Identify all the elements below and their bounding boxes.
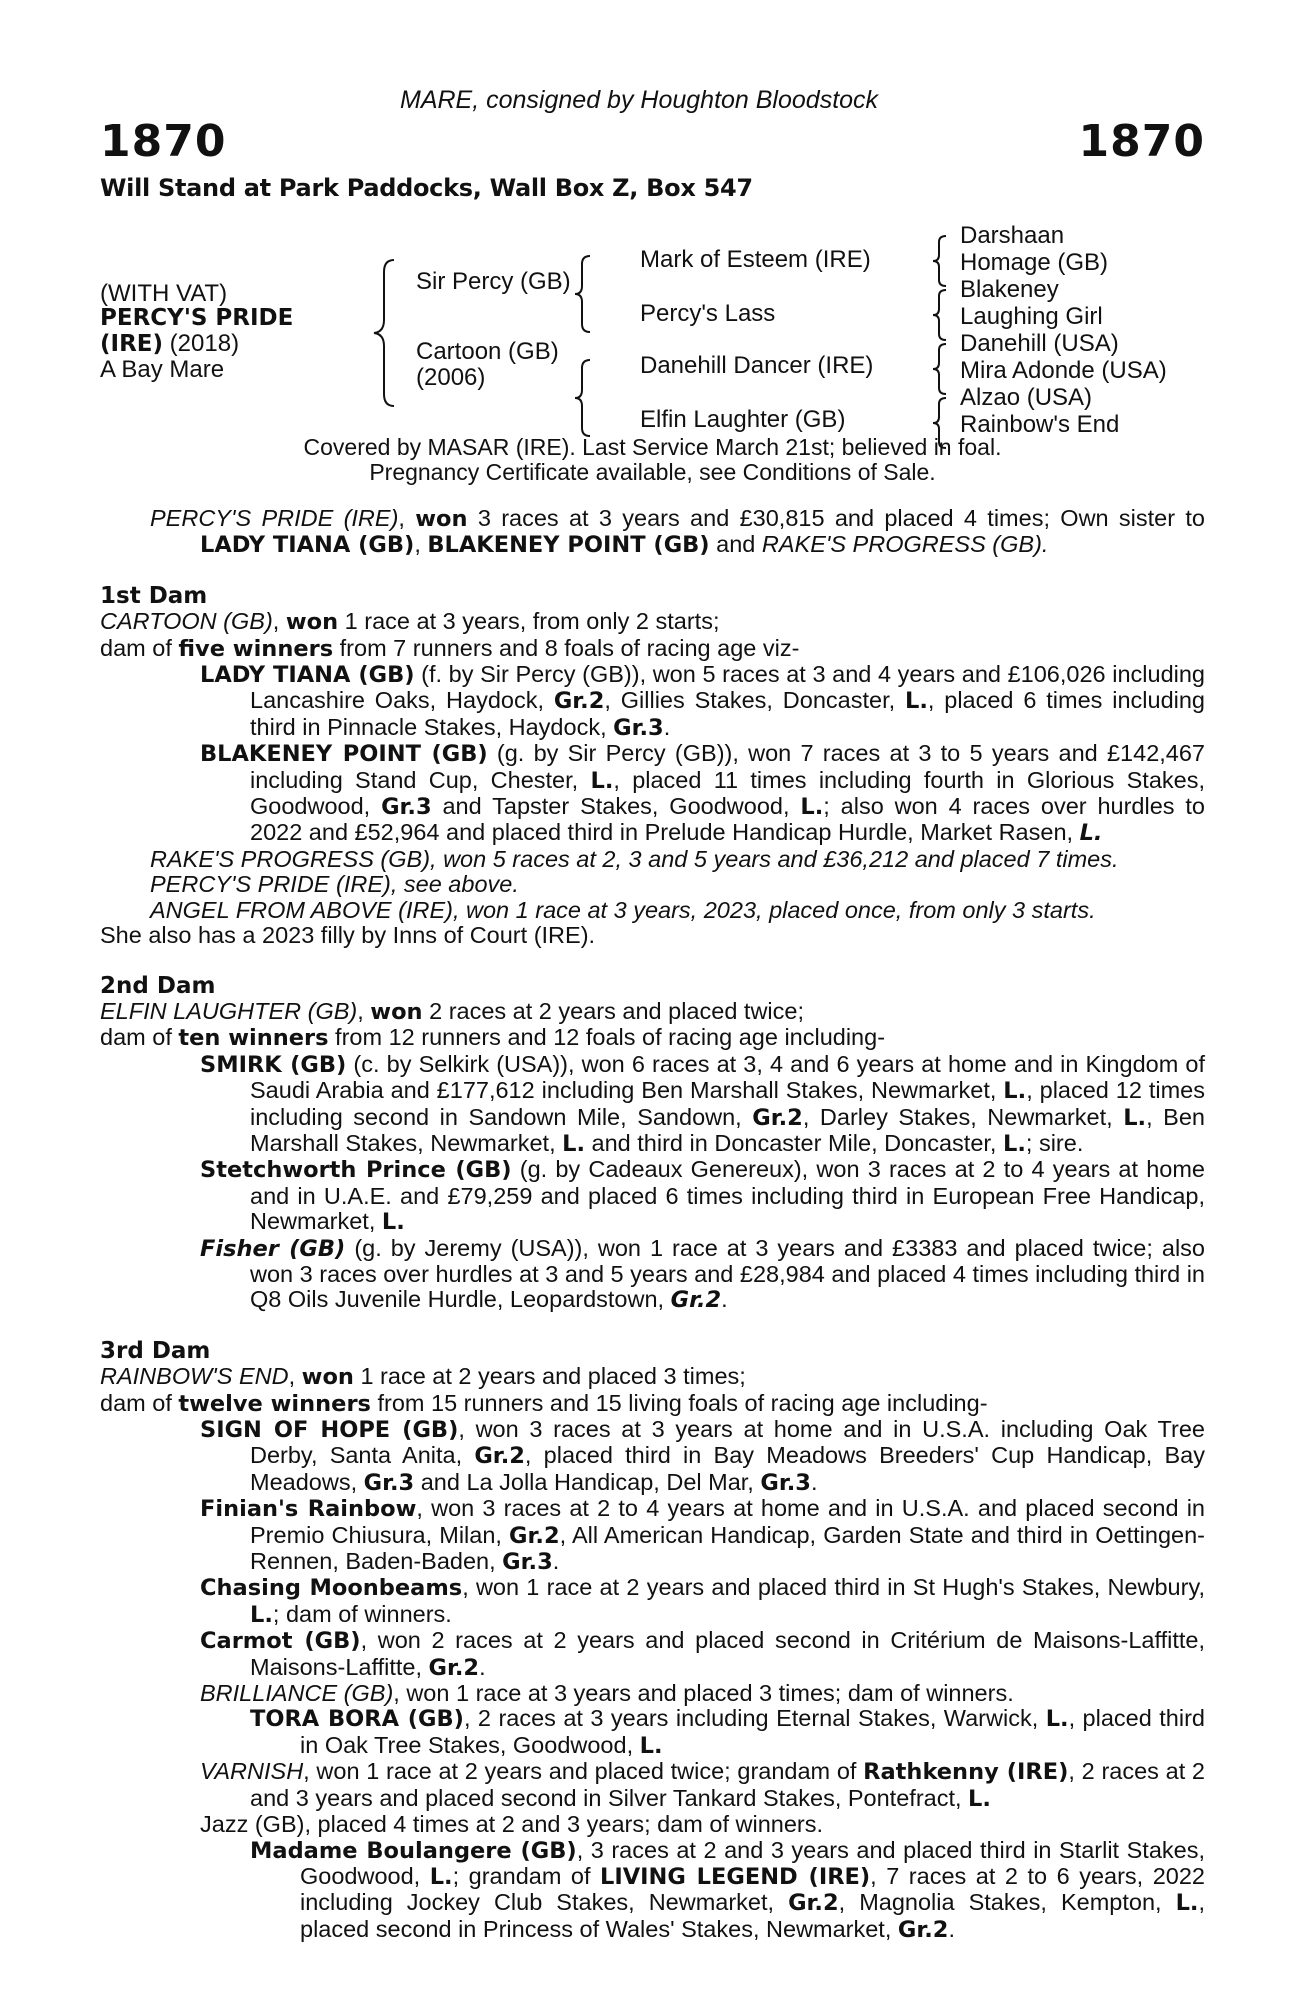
second-dam-line: ELFIN LAUGHTER (GB), won 2 races at 2 years and placed twice; xyxy=(100,997,804,1025)
section-heading-1st-dam: 1st Dam xyxy=(100,582,208,609)
produce-entry: TORA BORA (GB), 2 races at 3 years including Eternal Stakes, Warwick, L., placed third in Oak Tree Stakes, Goodwood, L. xyxy=(250,1705,1205,1759)
produce-note: She also has a 2023 filly by Inns of Court (IRE). xyxy=(100,922,596,949)
produce-entry: VARNISH, won 1 race at 2 years and placed twice; grandam of Rathkenny (IRE), 2 races at 2 and 3 years and placed second in Silver Tankard Stakes, Pontefract, L. xyxy=(200,1758,1206,1812)
produce-entry: Chasing Moonbeams, won 1 race at 2 years and placed third in St Hugh's Stakes, Newbury, L.; dam of winners. xyxy=(200,1574,1205,1628)
ancestor-g4: Laughing Girl xyxy=(960,303,1103,330)
ancestor-g4: Alzao (USA) xyxy=(960,384,1093,411)
ancestor-g4: Mira Adonde (USA) xyxy=(960,357,1167,384)
produce-entry: ANGEL FROM ABOVE (IRE), won 1 race at 3 years, 2023, placed once, from only 3 starts. xyxy=(150,896,1096,923)
sire-dam: Percy's Lass xyxy=(640,300,776,327)
ancestor-g4: Danehill (USA) xyxy=(960,330,1119,357)
intro-paragraph: PERCY'S PRIDE (IRE), won 3 races at 3 years and £30,815 and placed 4 times; Own sister to LADY TIANA (GB), BLAKENEY POINT (GB) and RAKE'S PROGRESS (GB). xyxy=(150,505,1205,559)
dam-dam: Elfin Laughter (GB) xyxy=(640,406,846,433)
section-heading-2nd-dam: 2nd Dam xyxy=(100,972,216,999)
covered-note: Covered by MASAR (IRE). Last Service March 21st; believed in foal. xyxy=(303,434,1002,460)
ancestor-g4: Homage (GB) xyxy=(960,249,1109,276)
produce-entry: Stetchworth Prince (GB) (g. by Cadeaux Genereux), won 3 races at 2 to 4 years at home and in U.A.E. and £79,259 and placed 6 times including third in European Free Handicap, Newmarket, L. xyxy=(200,1156,1205,1236)
pedigree-brace xyxy=(372,258,402,408)
dam-sire: Danehill Dancer (IRE) xyxy=(640,352,874,379)
consignment-line: MARE, consigned by Houghton Bloodstock xyxy=(400,86,879,114)
pedigree-brace xyxy=(572,254,594,334)
produce-entry: Madame Boulangere (GB), 3 races at 2 and 3 years and placed third in Starlit Stakes, Goodwood, L.; grandam of LIVING LEGEND (IRE), 7 races at 2 to 6 years, 2022 including Jockey Club Stakes, Newmarket, Gr.2, Magnolia Stakes, Kempton, L., placed second in Princess of Wales' Stakes, Newmarket, Gr.2. xyxy=(250,1836,1206,1943)
ancestor-g4: Darshaan xyxy=(960,222,1065,249)
produce-entry: LADY TIANA (GB) (f. by Sir Percy (GB)), won 5 races at 3 and 4 years and £106,026 including Lancashire Oaks, Haydock, Gr.2, Gillies Stakes, Doncaster, L., placed 6 times including third in Pinnacle Stakes, Haydock, Gr.3. xyxy=(200,661,1206,741)
produce-entry: SIGN OF HOPE (GB), won 3 races at 3 years at home and in U.S.A. including Oak Tree Derby, Santa Anita, Gr.2, placed third in Bay Meadows Breeders' Cup Handicap, Bay Meadows, Gr.3 and La Jolla Handicap, Del Mar, Gr.3. xyxy=(200,1416,1205,1496)
sire: Sir Percy (GB) xyxy=(416,268,571,295)
dam-name: Cartoon (GB) xyxy=(416,338,559,365)
produce-entry: SMIRK (GB) (c. by Selkirk (USA)), won 6 races at 3, 4 and 6 years at home and in Kingdom of Saudi Arabia and £177,612 including Ben Marshall Stakes, Newmarket, L., placed 12 times including second in Sandown Mile, Sandown, Gr.2, Darley Stakes, Newmarket, L., Ben Marshall Stakes, Newmarket, L. and third in Doncaster Mile, Doncaster, L.; sire. xyxy=(200,1050,1205,1157)
vat-note: (WITH VAT) xyxy=(100,280,228,307)
third-dam-produce-line: dam of twelve winners from 15 runners and 15 living foals of racing age including- xyxy=(100,1389,988,1417)
produce-entry: RAKE'S PROGRESS (GB), won 5 races at 2, 3 and 5 years and £36,212 and placed 7 times. xyxy=(150,845,1119,872)
ancestor-g4: Blakeney xyxy=(960,276,1059,303)
pregnancy-note: Pregnancy Certificate available, see Conditions of Sale. xyxy=(369,459,936,485)
pedigree-brace xyxy=(572,358,594,438)
produce-entry: PERCY'S PRIDE (IRE), see above. xyxy=(150,871,519,898)
catalogue-body xyxy=(100,506,1205,1943)
pedigree-brace xyxy=(930,342,950,396)
produce-entry: Carmot (GB), won 2 races at 2 years and placed second in Critérium de Maisons-Laffitte, Maisons-Laffitte, Gr.2. xyxy=(200,1627,1206,1681)
first-dam-produce-line: dam of five winners from 7 runners and 8 foals of racing age viz- xyxy=(100,634,800,662)
dam-year: (2006) xyxy=(416,364,486,391)
lot-number-left: 1870 xyxy=(100,116,227,167)
produce-entry: Finian's Rainbow, won 3 races at 2 to 4 years at home and in U.S.A. and placed second in Premio Chiusura, Milan, Gr.2, All American Handicap, Garden State and third in Oettingen-Rennen, Baden-Baden, Gr.3. xyxy=(200,1495,1205,1576)
stand-location: Will Stand at Park Paddocks, Wall Box Z, Box 547 xyxy=(100,174,753,202)
produce-entry: Fisher (GB) (g. by Jeremy (USA)), won 1 race at 3 years and £3383 and placed twice; also won 3 races over hurdles at 3 and 5 years and £28,984 and placed 4 times including third in Q8 Oils Juvenile Hurdle, Leopardstown, Gr.2. xyxy=(200,1234,1205,1314)
horse-name: PERCY'S PRIDE xyxy=(100,305,294,331)
ancestor-g4: Rainbow's End xyxy=(960,411,1120,438)
horse-origin-year: (IRE) (2018) xyxy=(100,330,240,357)
section-heading-3rd-dam: 3rd Dam xyxy=(100,1337,211,1364)
third-dam-line: RAINBOW'S END, won 1 race at 2 years and placed 3 times; xyxy=(100,1363,746,1391)
pedigree-brace xyxy=(930,288,950,342)
produce-entry: Jazz (GB), placed 4 times at 2 and 3 years; dam of winners. xyxy=(200,1811,824,1838)
second-dam-produce-line: dam of ten winners from 12 runners and 12 foals of racing age including- xyxy=(100,1024,886,1052)
lot-number-right: 1870 xyxy=(1078,116,1205,167)
horse-description: A Bay Mare xyxy=(100,356,225,383)
produce-entry: BRILLIANCE (GB), won 1 race at 3 years and placed 3 times; dam of winners. xyxy=(200,1680,1014,1707)
sire-sire: Mark of Esteem (IRE) xyxy=(640,246,871,273)
pedigree-brace xyxy=(930,234,950,288)
produce-entry: BLAKENEY POINT (GB) (g. by Sir Percy (GB)), won 7 races at 3 to 5 years and £142,467 including Stand Cup, Chester, L., placed 11 times including fourth in Glorious Stakes, Goodwood, Gr.3 and Tapster Stakes, Goodwood, L.; also won 4 races over hurdles to 2022 and £52,964 and placed third in Prelude Handicap Hurdle, Market Rasen, L. xyxy=(200,740,1205,847)
first-dam-line: CARTOON (GB), won 1 race at 3 years, from only 2 starts; xyxy=(100,608,720,636)
